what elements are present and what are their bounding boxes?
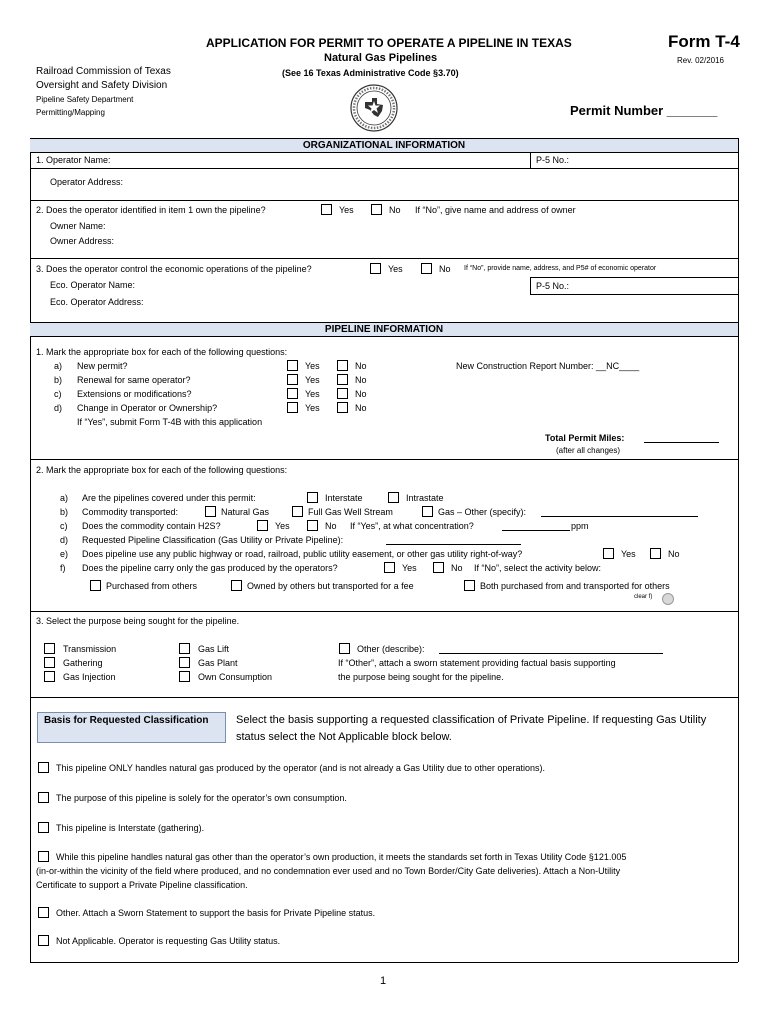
interstate-label: Interstate bbox=[325, 493, 363, 503]
renewal-no-checkbox[interactable] bbox=[337, 374, 348, 385]
q2a-text: Are the pipelines covered under this permit: bbox=[82, 493, 256, 503]
q2f-letter: f) bbox=[60, 563, 66, 573]
interstate-checkbox[interactable] bbox=[307, 492, 318, 503]
gas-other-label: Gas – Other (specify): bbox=[438, 507, 527, 517]
own-consumption-checkbox[interactable] bbox=[179, 671, 190, 682]
q1b-text: Renewal for same operator? bbox=[77, 375, 191, 385]
clear-f-radio-icon[interactable] bbox=[662, 593, 674, 605]
eco-operator-name-label: Eco. Operator Name: bbox=[50, 280, 136, 290]
page-number: 1 bbox=[380, 975, 387, 987]
change-operator-no-checkbox[interactable] bbox=[337, 402, 348, 413]
gas-plant-checkbox[interactable] bbox=[179, 657, 190, 668]
change-operator-yes-checkbox[interactable] bbox=[287, 402, 298, 413]
owner-name-label: Owner Name: bbox=[50, 221, 106, 231]
no-label: No bbox=[325, 521, 337, 531]
form-title: APPLICATION FOR PERMIT TO OPERATE A PIPELINE IN TEXAS bbox=[206, 36, 572, 50]
basis-other-text: Other. Attach a Sworn Statement to support the basis for Private Pipeline status. bbox=[56, 908, 376, 918]
total-permit-miles-label: Total Permit Miles: bbox=[545, 433, 625, 443]
q2-own-pipeline: 2. Does the operator identified in item 1 own the pipeline? bbox=[36, 205, 266, 215]
q2-note: If “No”, give name and address of owner bbox=[415, 205, 576, 215]
own-gas-only-yes-checkbox[interactable] bbox=[384, 562, 395, 573]
q2f-text: Does the pipeline carry only the gas produced by the operators? bbox=[82, 563, 338, 573]
pipeline-q3-intro: 3. Select the purpose being sought for the pipeline. bbox=[36, 616, 240, 626]
gathering-checkbox[interactable] bbox=[44, 657, 55, 668]
agency-division: Oversight and Safety Division bbox=[36, 80, 168, 91]
gas-other-field[interactable] bbox=[541, 516, 698, 517]
agency-name: Railroad Commission of Texas bbox=[36, 66, 171, 77]
q2e-letter: e) bbox=[60, 549, 69, 559]
new-permit-yes-checkbox[interactable] bbox=[287, 360, 298, 371]
basis-intro-line1: Select the basis supporting a requested classification of Private Pipeline. If requesting Gas Utility bbox=[236, 714, 707, 726]
yes-label: Yes bbox=[305, 375, 320, 385]
q2b-letter: b) bbox=[60, 507, 69, 517]
own-pipeline-yes-checkbox[interactable] bbox=[321, 204, 332, 215]
q2c-letter: c) bbox=[60, 521, 68, 531]
eco-p5-number-label: P-5 No.: bbox=[536, 281, 570, 291]
gas-injection-checkbox[interactable] bbox=[44, 671, 55, 682]
basis-own-gas-text: This pipeline ONLY handles natural gas produced by the operator (and is not already a Gas Utility due to other operations). bbox=[56, 763, 545, 773]
eco-operator-address-label: Eco. Operator Address: bbox=[50, 297, 144, 307]
basis-not-applicable-checkbox[interactable] bbox=[38, 935, 49, 946]
transmission-checkbox[interactable] bbox=[44, 643, 55, 654]
other-purpose-checkbox[interactable] bbox=[339, 643, 350, 654]
owned-by-others-label: Owned by others but transported for a fee bbox=[247, 581, 414, 591]
classification-field[interactable] bbox=[386, 544, 521, 545]
q1b-letter: b) bbox=[54, 375, 63, 385]
basis-own-gas-checkbox[interactable] bbox=[38, 762, 49, 773]
agency-department: Pipeline Safety Department bbox=[36, 95, 134, 104]
basis-utility-code-line1: While this pipeline handles natural gas other than the operator’s own production, it meets the standards set forth in Texas Utility Code §121.005 bbox=[56, 852, 627, 862]
yes-label: Yes bbox=[275, 521, 290, 531]
other-note-line1: If “Other”, attach a sworn statement providing factual basis supporting bbox=[338, 658, 616, 668]
gas-other-checkbox[interactable] bbox=[422, 506, 433, 517]
form-id: Form T-4 bbox=[668, 32, 740, 51]
code-reference: (See 16 Texas Administrative Code §3.70) bbox=[282, 68, 459, 78]
purchased-from-others-label: Purchased from others bbox=[106, 581, 198, 591]
right-of-way-no-checkbox[interactable] bbox=[650, 548, 661, 559]
basis-interstate-text: This pipeline is Interstate (gathering). bbox=[56, 823, 205, 833]
q1c-text: Extensions or modifications? bbox=[77, 389, 192, 399]
q1a-text: New permit? bbox=[77, 361, 128, 371]
q3-economic-control: 3. Does the operator control the economic operations of the pipeline? bbox=[36, 264, 312, 274]
basis-utility-code-line2: (in-or-within the vicinity of the field where produced, and no condemnation ever used and no Town Border/City Gate deliveries). Attach a Non-Utility bbox=[36, 866, 621, 876]
no-label: No bbox=[355, 389, 367, 399]
permit-number-label[interactable]: Permit Number _______ bbox=[570, 103, 718, 118]
q2e-text: Does pipeline use any public highway or road, railroad, public utility easement, or other gas utility right-of-way? bbox=[82, 549, 523, 559]
natural-gas-checkbox[interactable] bbox=[205, 506, 216, 517]
agency-unit: Permitting/Mapping bbox=[36, 108, 105, 117]
pipeline-q1-intro: 1. Mark the appropriate box for each of the following questions: bbox=[36, 347, 288, 357]
q2b-text: Commodity transported: bbox=[82, 507, 179, 517]
h2s-note: If “Yes”, at what concentration? bbox=[350, 521, 474, 531]
q2d-letter: d) bbox=[60, 535, 69, 545]
basis-own-consumption-text: The purpose of this pipeline is solely for the operator’s own consumption. bbox=[56, 793, 347, 803]
both-purchased-transported-label: Both purchased from and transported for others bbox=[480, 581, 670, 591]
gathering-label: Gathering bbox=[63, 658, 103, 668]
total-permit-miles-field[interactable] bbox=[644, 442, 719, 443]
commission-seal-icon bbox=[350, 84, 398, 132]
own-pipeline-no-checkbox[interactable] bbox=[371, 204, 382, 215]
gas-lift-label: Gas Lift bbox=[198, 644, 230, 654]
extensions-no-checkbox[interactable] bbox=[337, 388, 348, 399]
pipeline-section-header: PIPELINE INFORMATION bbox=[30, 322, 738, 337]
intrastate-checkbox[interactable] bbox=[388, 492, 399, 503]
renewal-yes-checkbox[interactable] bbox=[287, 374, 298, 385]
basis-other-checkbox[interactable] bbox=[38, 907, 49, 918]
q1c-letter: c) bbox=[54, 389, 62, 399]
gas-injection-label: Gas Injection bbox=[63, 672, 116, 682]
q3-note: If “No”, provide name, address, and P5# of economic operator bbox=[464, 265, 657, 272]
basis-intro-line2: status select the Not Applicable block below. bbox=[236, 731, 452, 743]
operator-name-label: 1. Operator Name: bbox=[36, 155, 111, 165]
no-label: No bbox=[355, 361, 367, 371]
both-purchased-transported-checkbox[interactable] bbox=[464, 580, 475, 591]
gas-lift-checkbox[interactable] bbox=[179, 643, 190, 654]
q1d-text: Change in Operator or Ownership? bbox=[77, 403, 218, 413]
no-label: No bbox=[355, 375, 367, 385]
basis-own-consumption-checkbox[interactable] bbox=[38, 792, 49, 803]
basis-utility-code-checkbox[interactable] bbox=[38, 851, 49, 862]
transmission-label: Transmission bbox=[63, 644, 117, 654]
purchased-from-others-checkbox[interactable] bbox=[90, 580, 101, 591]
economic-control-no-checkbox[interactable] bbox=[421, 263, 432, 274]
h2s-yes-checkbox[interactable] bbox=[257, 520, 268, 531]
q2d-text: Requested Pipeline Classification (Gas Utility or Private Pipeline): bbox=[82, 535, 344, 545]
q2a-letter: a) bbox=[60, 493, 69, 503]
revision-date: Rev. 02/2016 bbox=[677, 56, 724, 65]
gas-plant-label: Gas Plant bbox=[198, 658, 238, 668]
own-consumption-label: Own Consumption bbox=[198, 672, 273, 682]
yes-label: Yes bbox=[621, 549, 636, 559]
org-section-header: ORGANIZATIONAL INFORMATION bbox=[30, 138, 738, 153]
q1d-letter: d) bbox=[54, 403, 63, 413]
form-subtitle: Natural Gas Pipelines bbox=[324, 52, 438, 64]
no-label: No bbox=[668, 549, 680, 559]
no-label: No bbox=[355, 403, 367, 413]
q2f-note: If “No”, select the activity below: bbox=[474, 563, 602, 573]
yes-label: Yes bbox=[388, 264, 403, 274]
h2s-no-checkbox[interactable] bbox=[307, 520, 318, 531]
own-gas-only-no-checkbox[interactable] bbox=[433, 562, 444, 573]
no-label: No bbox=[389, 205, 401, 215]
clear-f-label: clear f) bbox=[634, 594, 653, 600]
full-gas-well-stream-label: Full Gas Well Stream bbox=[308, 507, 393, 517]
basis-interstate-checkbox[interactable] bbox=[38, 822, 49, 833]
ppm-label: ppm bbox=[571, 521, 589, 531]
intrastate-label: Intrastate bbox=[406, 493, 444, 503]
right-of-way-yes-checkbox[interactable] bbox=[603, 548, 614, 559]
yes-label: Yes bbox=[339, 205, 354, 215]
natural-gas-label: Natural Gas bbox=[221, 507, 270, 517]
yes-label: Yes bbox=[305, 361, 320, 371]
yes-label: Yes bbox=[305, 389, 320, 399]
new-permit-no-checkbox[interactable] bbox=[337, 360, 348, 371]
new-construction-report-number[interactable]: New Construction Report Number: __NC____ bbox=[456, 361, 640, 371]
yes-label: Yes bbox=[402, 563, 417, 573]
extensions-yes-checkbox[interactable] bbox=[287, 388, 298, 399]
operator-address-label: Operator Address: bbox=[50, 177, 124, 187]
full-gas-well-stream-checkbox[interactable] bbox=[292, 506, 303, 517]
owned-by-others-checkbox[interactable] bbox=[231, 580, 242, 591]
yes-label: Yes bbox=[305, 403, 320, 413]
q1-note: If “Yes”, submit Form T-4B with this application bbox=[77, 417, 263, 427]
basis-not-applicable-text: Not Applicable. Operator is requesting Gas Utility status. bbox=[56, 936, 281, 946]
p5-number-label: P-5 No.: bbox=[536, 155, 570, 165]
no-label: No bbox=[451, 563, 463, 573]
economic-control-yes-checkbox[interactable] bbox=[370, 263, 381, 274]
q2c-text: Does the commodity contain H2S? bbox=[82, 521, 221, 531]
other-describe-field[interactable] bbox=[439, 653, 663, 654]
h2s-concentration-field[interactable] bbox=[502, 530, 570, 531]
other-describe-label: Other (describe): bbox=[357, 644, 425, 654]
no-label: No bbox=[439, 264, 451, 274]
owner-address-label: Owner Address: bbox=[50, 236, 115, 246]
pipeline-q2-intro: 2. Mark the appropriate box for each of the following questions: bbox=[36, 465, 288, 475]
after-changes-note: (after all changes) bbox=[556, 446, 621, 455]
q1a-letter: a) bbox=[54, 361, 63, 371]
other-note-line2: the purpose being sought for the pipeline. bbox=[338, 672, 504, 682]
basis-utility-code-line3: Certificate to support a Private Pipeline classification. bbox=[36, 880, 248, 890]
basis-label: Basis for Requested Classification bbox=[44, 715, 209, 726]
